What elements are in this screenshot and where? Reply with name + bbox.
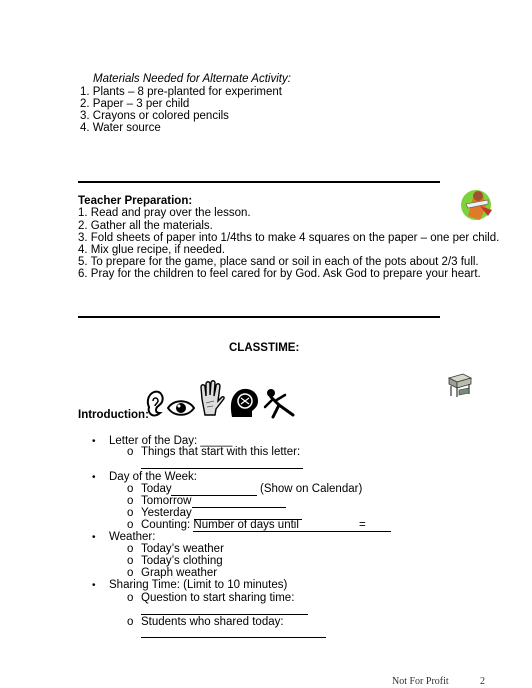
sub-bullet-icon: o	[127, 483, 134, 495]
sub-bullet-icon: o	[127, 616, 134, 628]
yesterday-label: Yesterday	[141, 507, 192, 519]
materials-item: 3. Crayons or colored pencils	[80, 110, 229, 122]
today-label: Today	[141, 483, 172, 495]
teacher-prep-item: 1. Read and pray over the lesson.	[78, 207, 251, 219]
divider	[78, 181, 440, 183]
teacher-prep-item: 3. Fold sheets of paper into 1/4ths to make 4 squares on the paper – one per child.	[78, 232, 500, 244]
page-number: 2	[480, 676, 485, 687]
teacher-prep-item: 5. To prepare for the game, place sand or soil in each of the pots about 2/3 full.	[78, 256, 479, 268]
tomorrow-label: Tomorrow	[141, 495, 192, 507]
materials-heading: Materials Needed for Alternate Activity:	[93, 73, 291, 85]
teacher-prep-heading: Teacher Preparation:	[78, 195, 193, 207]
materials-item: 4. Water source	[80, 122, 161, 134]
sub-bullet-icon: o	[127, 446, 134, 458]
bullet-icon: •	[92, 436, 96, 447]
weather-item: Today’s clothing	[141, 555, 223, 567]
bullet-icon: •	[92, 532, 96, 543]
sub-bullet-icon: o	[127, 495, 134, 507]
letter-of-day: Letter of the Day: _____	[109, 435, 233, 447]
sharing-label: Sharing Time: (Limit to 10 minutes)	[109, 579, 288, 591]
teacher-prep-item: 2. Gather all the materials.	[78, 220, 213, 232]
weather-item: Graph weather	[141, 567, 218, 579]
blank-line[interactable]	[141, 614, 308, 615]
day-of-week: Day of the Week:	[109, 471, 197, 483]
equals-sign: =	[359, 519, 366, 531]
head-icon	[228, 387, 260, 419]
teacher-prep-item: 6. Pray for the children to feel cared for by God. Ask God to prepare your heart.	[78, 268, 481, 280]
sharing-question: Question to start sharing time:	[141, 592, 295, 604]
weather-item: Today’s weather	[141, 543, 224, 555]
letter-sub: Things that start with this letter:	[141, 446, 301, 458]
sharing-students: Students who shared today:	[141, 616, 284, 628]
introduction-label: Introduction:	[78, 409, 149, 421]
blank-line[interactable]	[141, 468, 303, 469]
blank-line[interactable]	[141, 637, 326, 638]
bullet-icon: •	[92, 472, 96, 483]
show-calendar: (Show on Calendar)	[260, 483, 363, 495]
teacher-clipart-icon	[458, 186, 498, 224]
materials-item: 2. Paper – 3 per child	[80, 98, 190, 110]
classtime-heading: CLASSTIME:	[229, 342, 300, 354]
counting-label: Counting: Number of days until	[141, 519, 299, 531]
weather-label: Weather:	[109, 531, 156, 543]
ear-icon	[145, 389, 165, 419]
sub-bullet-icon: o	[127, 555, 134, 567]
hand-icon	[198, 381, 224, 417]
sub-bullet-icon: o	[127, 507, 134, 519]
eye-icon	[167, 398, 195, 418]
sub-bullet-icon: o	[127, 567, 134, 579]
sub-bullet-icon: o	[127, 543, 134, 555]
teacher-prep-item: 4. Mix glue recipe, if needed.	[78, 244, 226, 256]
bullet-icon: •	[92, 580, 96, 591]
footer-text: Not For Profit	[392, 676, 449, 687]
blank-line[interactable]	[193, 531, 391, 532]
school-desk-icon	[445, 370, 475, 398]
divider	[78, 316, 440, 318]
materials-item: 1. Plants – 8 pre-planted for experiment	[80, 86, 283, 98]
sub-bullet-icon: o	[127, 519, 134, 531]
blank-line[interactable]	[192, 507, 286, 508]
stretching-person-icon	[263, 387, 301, 419]
sub-bullet-icon: o	[127, 592, 134, 604]
